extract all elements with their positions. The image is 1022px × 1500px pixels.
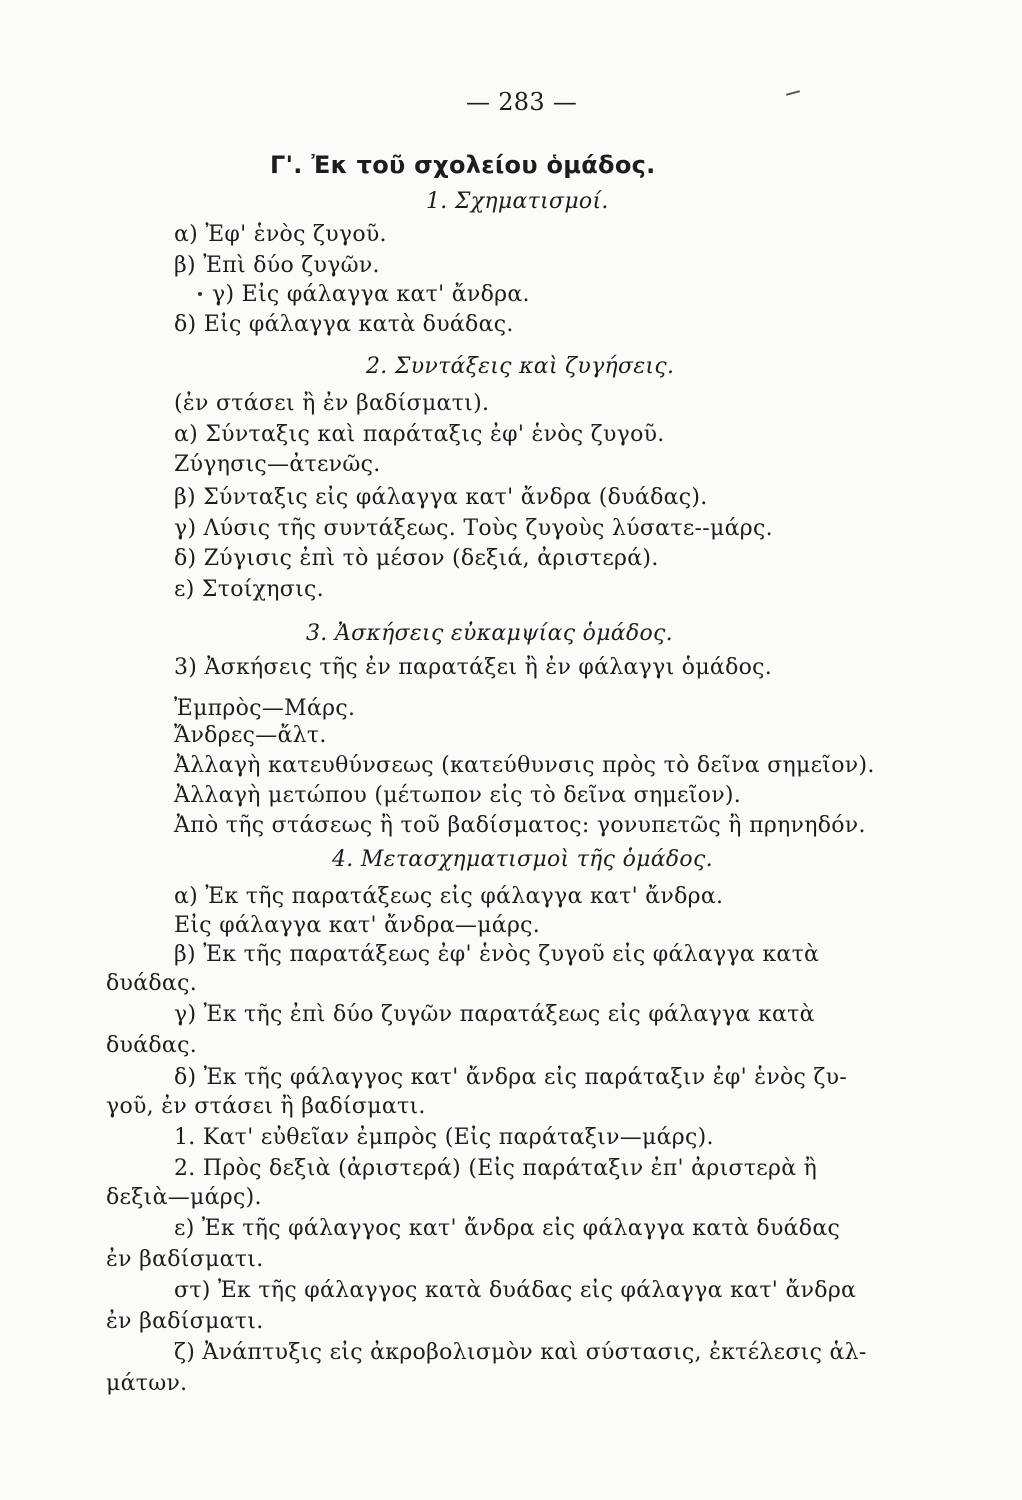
section-heading-4: 4. Μετασχηματισμοὶ τῆς ὁμάδος. [332,847,713,872]
text-line: Ἀλλαγὴ μετώπου (μέτωπον εἰς τὸ δεῖνα σημεῖον). [174,783,742,808]
text-line: 2. Πρὸς δεξιὰ (ἀριστερά) (Εἰς παράταξιν ἐπ' ἀριστερὰ ἢ [174,1156,818,1181]
text-line: γοῦ, ἐν στάσει ἢ βαδίσματι. [106,1094,426,1119]
text-line: β) Ἐπὶ δύο ζυγῶν. [174,253,380,278]
text-line: α) Σύνταξις καὶ παράταξις ἐφ' ἑνὸς ζυγοῦ. [174,422,665,447]
page-number: — 283 — [466,88,578,116]
text-line: 1. Κατ' εὐθεῖαν ἐμπρὸς (Εἰς παράταξιν—μάρς). [174,1125,714,1150]
text-line: δ) Εἰς φάλαγγα κατὰ δυάδας. [174,312,514,337]
text-line: δεξιὰ—μάρς). [106,1185,262,1210]
text-line: δυάδας. [106,971,197,996]
text-line: ἐν βαδίσματι. [106,1247,264,1272]
text-line: (ἐν στάσει ἢ ἐν βαδίσματι). [174,391,490,416]
text-line: α) Ἐφ' ἑνὸς ζυγοῦ. [174,222,387,247]
text-line: β) Σύνταξις εἰς φάλαγγα κατ' ἄνδρα (δυάδας). [174,485,708,510]
text-line: α) Ἐκ τῆς παρατάξεως εἰς φάλαγγα κατ' ἄνδρα. [174,884,724,909]
text-line: Ζύγησις—ἀτενῶς. [174,452,381,477]
text-line: Ἀλλαγὴ κατευθύνσεως (κατεύθυνσις πρὸς τὸ δεῖνα σημεῖον). [174,753,875,778]
text-line: Ἄνδρες—ἄλτ. [174,723,327,748]
text-line: ε) Ἐκ τῆς φάλαγγος κατ' ἄνδρα εἰς φάλαγγα κατὰ δυάδας [174,1216,841,1241]
text-line: μάτων. [106,1371,188,1396]
section-heading-2: 2. Συντάξεις καὶ ζυγήσεις. [366,354,675,379]
text-line: ἐν βαδίσματι. [106,1309,264,1334]
section-heading-3: 3. Ἀσκήσεις εὐκαμψίας ὁμάδος. [306,621,673,646]
text-line: δυάδας. [106,1033,197,1058]
text-line: στ) Ἐκ τῆς φάλαγγος κατὰ δυάδας εἰς φάλαγγα κατ' ἄνδρα [174,1278,857,1303]
text-line: δ) Ζύγισις ἐπὶ τὸ μέσον (δεξιά, ἀριστερά). [174,546,659,571]
margin-dot [198,292,202,296]
stray-mark [786,90,800,96]
text-line: β) Ἐκ τῆς παρατάξεως ἐφ' ἑνὸς ζυγοῦ εἰς φάλαγγα κατὰ [174,942,820,967]
text-line: 3) Ἀσκήσεις τῆς ἐν παρατάξει ἢ ἐν φάλαγγι ὁμάδος. [174,655,773,680]
text-line: ε) Στοίχησις. [174,577,324,602]
text-line: δ) Ἐκ τῆς φάλαγγος κατ' ἄνδρα εἰς παράταξιν ἐφ' ἑνὸς ζυ- [174,1065,848,1090]
text-line: γ) Λύσις τῆς συντάξεως. Τοὺς ζυγοὺς λύσατε--μάρς. [174,516,773,541]
text-line: Εἰς φάλαγγα κατ' ἄνδρα—μάρς. [174,913,541,938]
page-title: Γ'. Ἐκ τοῦ σχολείου ὁμάδος. [270,151,656,179]
text-line: ζ) Ἀνάπτυξις εἰς ἀκροβολισμὸν καὶ σύστασις, ἐκτέλεσις ἁλ- [174,1340,867,1365]
section-heading-1: 1. Σχηματισμοί. [426,189,609,214]
text-line: Ἐμπρὸς—Μάρς. [174,696,356,721]
text-line: γ) Εἰς φάλαγγα κατ' ἄνδρα. [212,282,530,307]
text-line: Ἀπὸ τῆς στάσεως ἢ τοῦ βαδίσματος: γονυπετῶς ἢ πρηνηδόν. [174,813,866,838]
text-line: γ) Ἐκ τῆς ἐπὶ δύο ζυγῶν παρατάξεως εἰς φάλαγγα κατὰ [174,1002,815,1027]
